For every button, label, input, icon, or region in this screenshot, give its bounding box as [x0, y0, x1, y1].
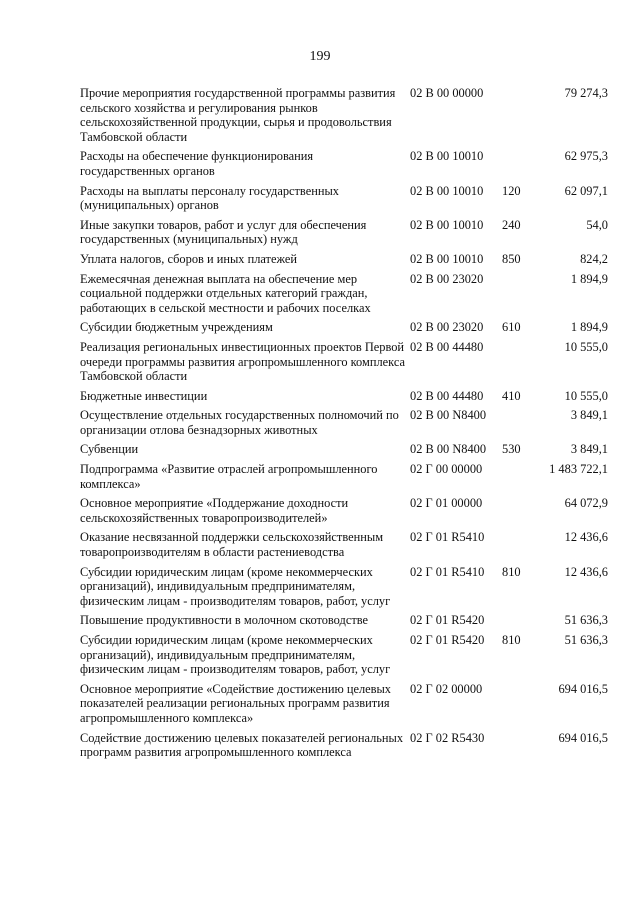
row-type: 120 [502, 183, 521, 198]
row-amount: 1 894,9 [570, 271, 608, 286]
row-amount: 824,2 [580, 251, 608, 266]
table-row [80, 496, 608, 525]
row-code: 02 Г 00 00000 [410, 462, 483, 477]
row-amount: 10 555,0 [564, 339, 608, 354]
table-row [80, 272, 608, 316]
table-row [80, 184, 608, 213]
row-code: 02 В 00 44480 [410, 339, 484, 354]
budget-table [80, 86, 608, 765]
row-name: Уплата налогов, сборов и иных платежей [80, 251, 298, 266]
table-row [80, 389, 608, 404]
row-code: 02 В 00 N8400 [410, 442, 487, 457]
row-amount: 64 072,9 [564, 496, 608, 511]
row-amount: 79 274,3 [564, 86, 608, 100]
table-row [80, 462, 608, 491]
row-name: Осуществление отдельных государственных полномочий по организации отлова безнадзорных животных [80, 408, 399, 437]
row-amount: 694 016,5 [558, 681, 608, 696]
row-name: Расходы на выплаты персоналу государственных (муниципальных) органов [80, 183, 339, 213]
row-name: Ежемесячная денежная выплата на обеспечение мер социальной поддержки отдельных категорий граждан, работающих в сельской местности и рабочих поселках [80, 271, 371, 315]
table-row [80, 731, 608, 760]
row-amount: 62 097,1 [564, 183, 608, 198]
row-type: 850 [502, 251, 521, 266]
table-row [80, 565, 608, 609]
row-code: 02 В 00 N8400 [410, 408, 487, 423]
row-name: Оказание несвязанной поддержки сельскохозяйственным товаропроизводителям в области растениеводства [80, 530, 384, 560]
row-name: Субсидии бюджетным учреждениям [80, 320, 273, 335]
row-name: Бюджетные инвестиции [80, 388, 208, 403]
row-name: Подпрограмма «Развитие отраслей агропромышленного комплекса» [80, 462, 378, 491]
row-code: 02 Г 01 R5420 [410, 633, 485, 647]
row-name: Иные закупки товаров, работ и услуг для обеспечения государственных (муниципальных) нужд [80, 217, 367, 247]
row-code: 02 Г 01 R5410 [410, 564, 485, 579]
row-code: 02 Г 01 R5420 [410, 613, 485, 628]
row-type: 410 [502, 388, 521, 403]
table-row [80, 149, 608, 178]
row-name: Содействие достижению целевых показателей региональных программ развития агропромышленного комплекса [80, 730, 404, 760]
table-row [80, 613, 608, 628]
row-name: Расходы на обеспечение функционирования государственных органов [80, 149, 314, 178]
row-code: 02 Г 02 R5430 [410, 730, 485, 745]
row-code: 02 Г 01 R5410 [410, 530, 485, 545]
row-code: 02 В 00 10010 [410, 251, 484, 266]
table-row [80, 682, 608, 726]
table-row [80, 320, 608, 335]
row-amount: 54,0 [586, 217, 608, 232]
row-amount: 1 483 722,1 [549, 462, 608, 477]
row-amount: 3 849,1 [570, 442, 608, 457]
row-type: 810 [502, 564, 521, 579]
row-code: 02 В 00 10010 [410, 217, 484, 232]
page-number: 199 [309, 49, 331, 64]
row-code: 02 В 00 10010 [410, 149, 484, 164]
table-row [80, 218, 608, 247]
row-name: Субвенции [80, 442, 139, 457]
row-name: Основное мероприятие «Содействие достижению целевых показателей реализации региональных программ развития агропромышленного комплекса» [80, 681, 392, 725]
row-code: 02 В 00 10010 [410, 183, 484, 198]
table-row [80, 442, 608, 457]
row-amount: 51 636,3 [564, 633, 608, 647]
row-type: 610 [502, 320, 521, 335]
row-code: 02 Г 01 00000 [410, 496, 483, 511]
row-type: 530 [502, 442, 521, 457]
row-name: Прочие мероприятия государственной программы развития сельского хозяйства и регулирования рынков сельскохозяйственной продукции, сырья и продовольствия Тамбовской области [80, 86, 396, 144]
row-code: 02 В 00 23020 [410, 271, 484, 286]
table-row [80, 408, 608, 437]
row-amount: 1 894,9 [570, 320, 608, 335]
row-name: Основное мероприятие «Поддержание доходности сельскохозяйственных товаропроизводителей» [80, 496, 349, 525]
row-name: Субсидии юридическим лицам (кроме некоммерческих организаций), индивидуальным предпринимателям, физическим лицам - производителям товаров, работ, услуг [80, 633, 391, 677]
row-name: Повышение продуктивности в молочном скотоводстве [80, 613, 369, 628]
row-type: 810 [502, 633, 521, 647]
row-code: 02 В 00 00000 [410, 86, 484, 100]
row-name: Реализация региональных инвестиционных проектов Первой очереди программы развития агропромышленного комплекса Тамбовской области [80, 339, 406, 384]
table-row [80, 633, 608, 677]
table-row [80, 252, 608, 267]
row-code: 02 В 00 44480 [410, 388, 484, 403]
row-code: 02 В 00 23020 [410, 320, 484, 335]
row-name: Субсидии юридическим лицам (кроме некоммерческих организаций), индивидуальным предпринимателям, физическим лицам - производителям товаров, работ, услуг [80, 564, 391, 608]
row-amount: 12 436,6 [564, 564, 608, 579]
row-type: 240 [502, 217, 521, 232]
row-amount: 51 636,3 [564, 613, 608, 628]
row-amount: 10 555,0 [564, 388, 608, 403]
table-row [80, 340, 608, 384]
table-row [80, 86, 608, 144]
row-amount: 3 849,1 [570, 408, 608, 423]
row-amount: 12 436,6 [564, 530, 608, 545]
row-amount: 62 975,3 [564, 149, 608, 164]
table-row [80, 530, 608, 559]
row-amount: 694 016,5 [558, 730, 608, 745]
row-code: 02 Г 02 00000 [410, 681, 483, 696]
